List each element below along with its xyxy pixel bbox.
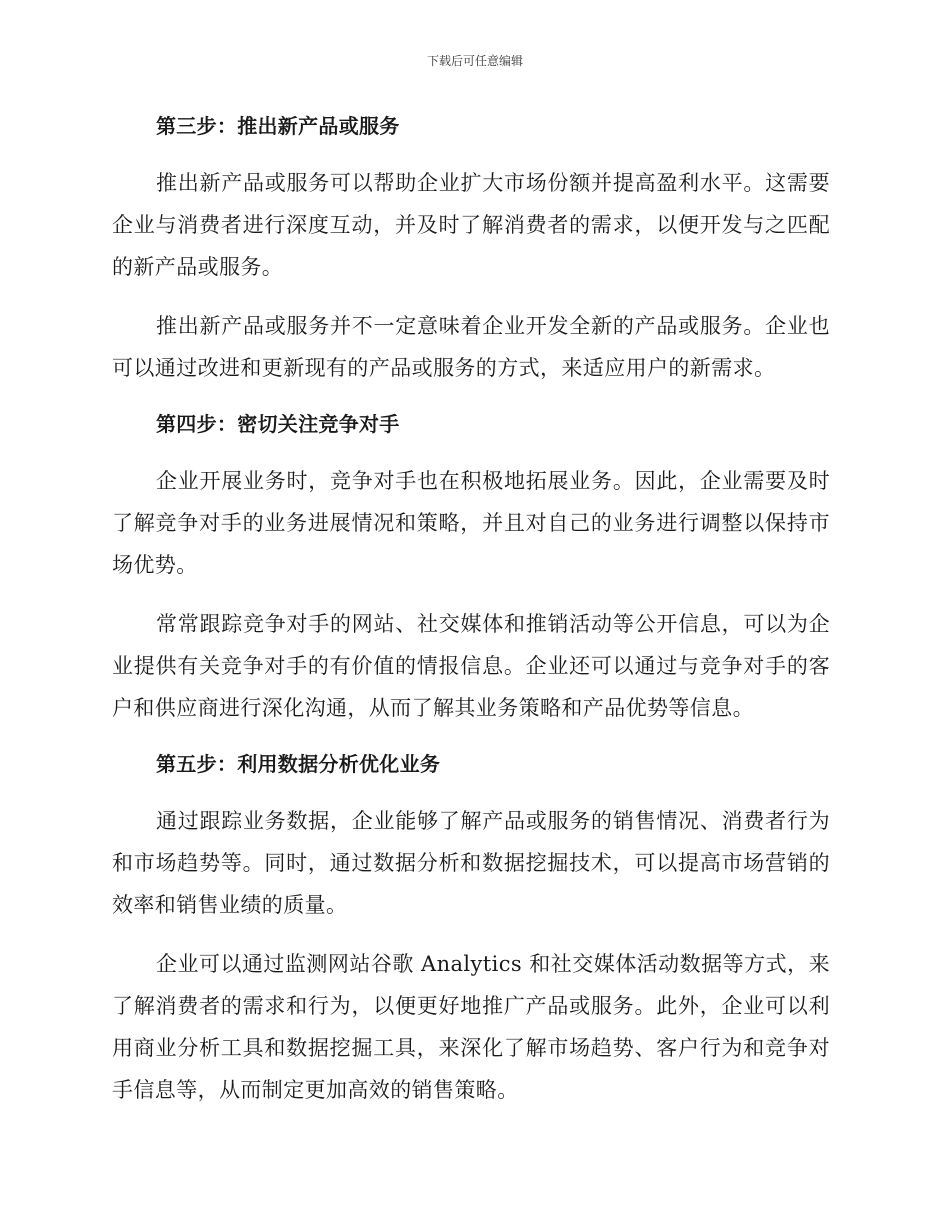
page-header: 下载后可任意编辑 [426, 54, 523, 68]
section-heading: 第三步：推出新产品或服务 [156, 114, 400, 138]
section-step-four [112, 406, 830, 729]
document-body [112, 108, 830, 1128]
section-heading: 第四步：密切关注竞争对手 [156, 412, 400, 436]
paragraph: 常常跟踪竞争对手的网站、社交媒体和推销活动等公开信息，可以为企业提供有关竞争对手的有价值的情报信息。企业还可以通过与竞争对手的客户和供应商进行深化沟通，从而了解其业务策略和产品优势等信息。 [112, 612, 830, 720]
paragraph: 推出新产品或服务并不一定意味着企业开发全新的产品或服务。企业也可以通过改进和更新现有的产品或服务的方式，来适应用户的新需求。 [112, 314, 830, 380]
section-step-three [112, 108, 830, 389]
section-heading: 第五步：利用数据分析优化业务 [156, 752, 441, 776]
paragraph: 通过跟踪业务数据，企业能够了解产品或服务的销售情况、消费者行为和市场趋势等。同时，通过数据分析和数据挖掘技术，可以提高市场营销的效率和销售业绩的质量。 [112, 809, 830, 917]
section-step-five [112, 746, 830, 1111]
paragraph: 企业可以通过监测网站谷歌 Analytics 和社交媒体活动数据等方式，来了解消费者的需求和行为，以便更好地推广产品或服务。此外，企业可以利用商业分析工具和数据挖掘工具，来深化了解市场趋势、客户行为和竞争对手信息等，从而制定更加高效的销售策略。 [112, 952, 830, 1102]
paragraph: 企业开展业务时，竞争对手也在积极地拓展业务。因此，企业需要及时了解竞争对手的业务进展情况和策略，并且对自己的业务进行调整以保持市场优势。 [112, 469, 830, 577]
paragraph: 推出新产品或服务可以帮助企业扩大市场份额并提高盈利水平。这需要企业与消费者进行深度互动，并及时了解消费者的需求，以便开发与之匹配的新产品或服务。 [112, 171, 830, 279]
